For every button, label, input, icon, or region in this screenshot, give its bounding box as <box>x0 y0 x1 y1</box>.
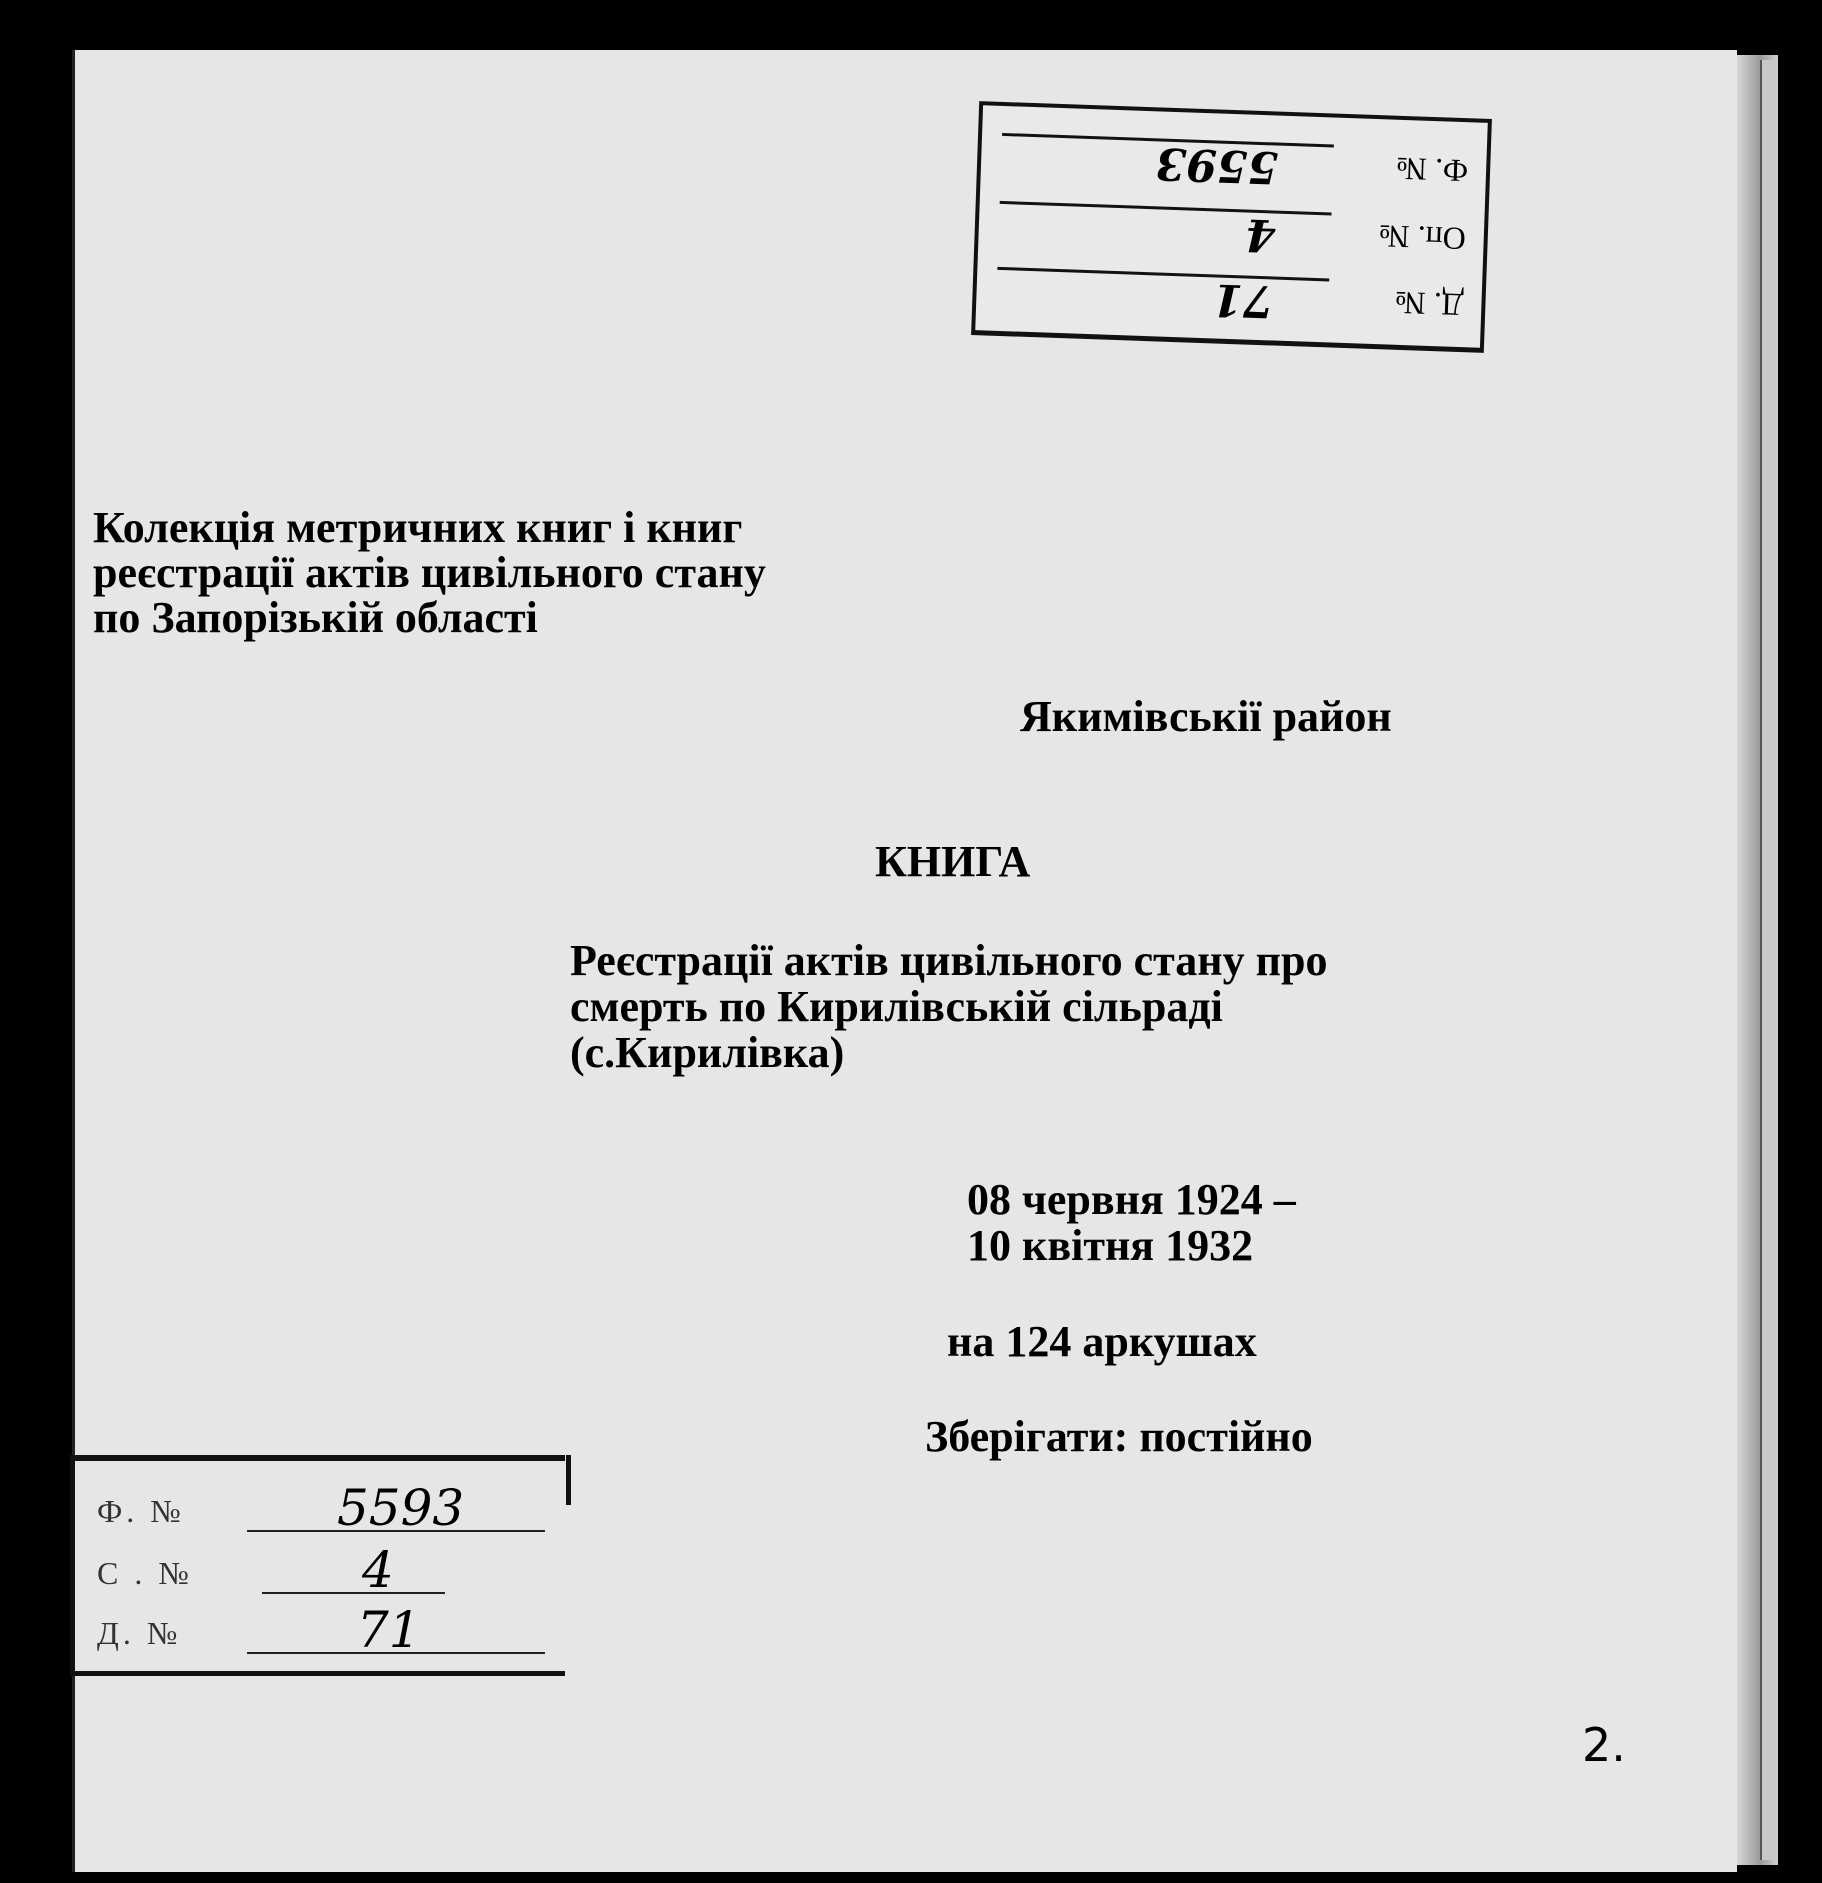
stamp-row-opys <box>97 1543 555 1598</box>
stamp-label: Оп. № <box>1378 218 1467 258</box>
stamp-value: 71 <box>357 1601 421 1659</box>
stamp-value: 5593 <box>1154 137 1280 193</box>
book-description <box>570 938 1327 1076</box>
description-line: Реєстрації актів цивільного стану про <box>570 936 1328 985</box>
header-line: реєстрації актів цивільного стану <box>93 548 766 597</box>
stamp-line <box>1000 201 1332 216</box>
stamp-label: Ф. № <box>97 1493 185 1529</box>
description-line: смерть по Кирилівській сільраді <box>570 982 1223 1031</box>
district-label: Якимівськії район <box>1020 692 1392 741</box>
stamp-value: 4 <box>362 1541 394 1599</box>
stamp-value: 71 <box>1211 273 1275 327</box>
stamp-row-sprava <box>996 257 1465 333</box>
archive-stamp-top <box>971 101 1492 353</box>
sheet-count: на 124 аркушах <box>947 1317 1257 1366</box>
stamp-line <box>262 1592 445 1594</box>
stamp-label: Д. № <box>97 1615 182 1651</box>
date-start: 08 червня 1924 – <box>967 1175 1296 1224</box>
stamp-label: Д. № <box>1394 284 1465 324</box>
header-line: по Запорізькій області <box>93 593 538 642</box>
page-number: 2. <box>1582 1718 1626 1772</box>
description-line: (с.Кирилівка) <box>570 1028 845 1077</box>
page-edge <box>1760 60 1776 1860</box>
header-line: Колекція метричних книг і книг <box>93 503 743 552</box>
retention-note: Зберігати: постійно <box>925 1412 1313 1461</box>
stamp-row-sprava <box>97 1603 555 1658</box>
stamp-row-fond <box>97 1481 555 1536</box>
stamp-value: 4 <box>1244 208 1277 261</box>
collection-header <box>93 505 766 640</box>
date-end: 10 квітня 1932 <box>967 1221 1254 1270</box>
stamp-row-fond <box>1000 123 1469 199</box>
stamp-value: 5593 <box>337 1479 465 1537</box>
date-range <box>967 1177 1296 1269</box>
stamp-row-opys <box>998 191 1467 267</box>
stamp-label: С . № <box>97 1555 193 1591</box>
book-title: КНИГА <box>875 837 1031 886</box>
stamp-line <box>997 267 1329 282</box>
stamp-border <box>566 1455 571 1505</box>
stamp-label: Ф. № <box>1395 150 1469 190</box>
archive-stamp-bottom <box>70 1455 565 1676</box>
